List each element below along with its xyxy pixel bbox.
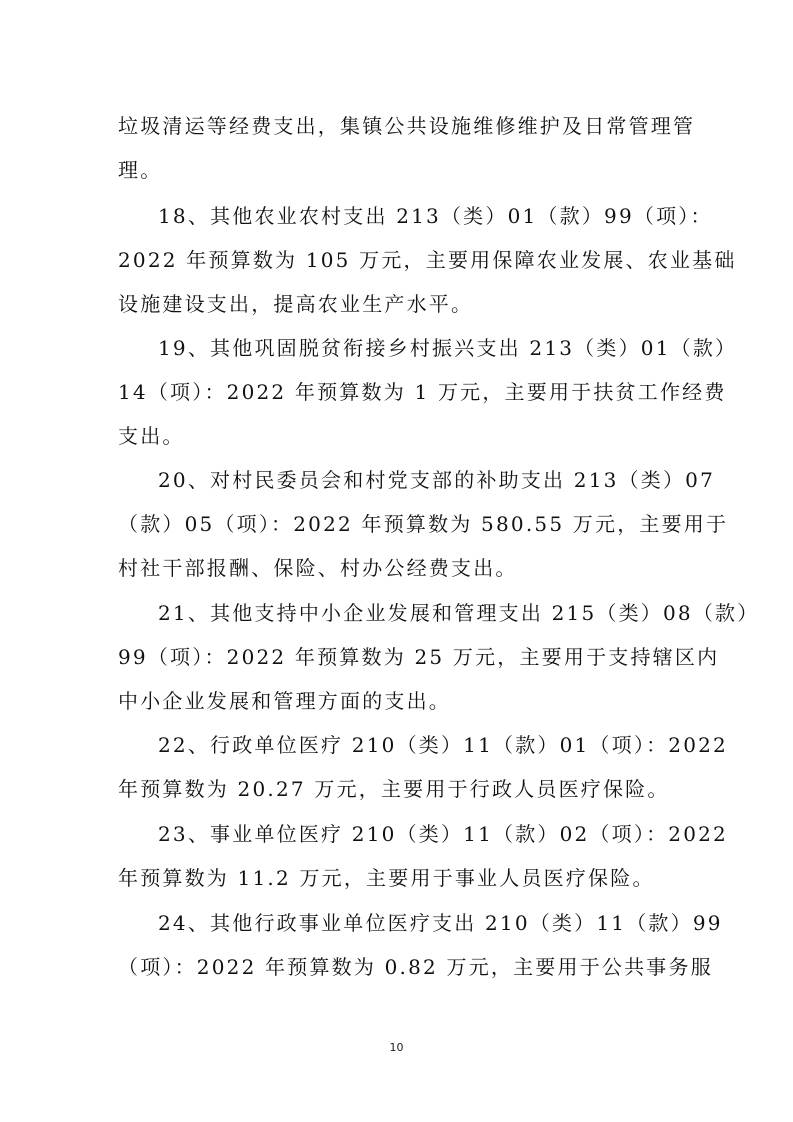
text-line: 2022 年预算数为 105 万元，主要用保障农业发展、农业基础 <box>118 248 737 272</box>
page-number: 10 <box>389 1041 404 1054</box>
text-line: 22、行政单位医疗 210（类）11（款）01（项）：2022 <box>158 733 728 757</box>
text-line: 14（项）：2022 年预算数为 1 万元，主要用于扶贫工作经费 <box>118 380 727 404</box>
paragraph-item-22 <box>118 723 728 811</box>
paragraph-continuation <box>118 104 696 192</box>
text-line: 中小企业发展和管理方面的支出。 <box>118 689 451 713</box>
text-line: （项）：2022 年预算数为 0.82 万元，主要用于公共事务服 <box>118 955 713 979</box>
paragraph-item-23 <box>118 812 728 900</box>
paragraph-item-24 <box>118 901 723 989</box>
text-line: 理。 <box>118 158 163 182</box>
text-line: 年预算数为 20.27 万元，主要用于行政人员医疗保险。 <box>118 777 670 801</box>
text-line: 24、其他行政事业单位医疗支出 210（类）11（款）99 <box>158 911 723 935</box>
text-line: 99（项）：2022 年预算数为 25 万元，主要用于支持辖区内 <box>118 645 720 669</box>
text-line: 设施建设支出，提高农业生产水平。 <box>118 292 474 316</box>
paragraph-item-20 <box>118 458 729 590</box>
text-line: 18、其他农业农村支出 213（类）01（款）99（项）： <box>158 204 713 228</box>
text-line: 年预算数为 11.2 万元，主要用于事业人员医疗保险。 <box>118 866 655 890</box>
text-line: 23、事业单位医疗 210（类）11（款）02（项）：2022 <box>158 822 728 846</box>
text-line: 21、其他支持中小企业发展和管理支出 215（类）08（款） <box>158 601 760 625</box>
text-line: 19、其他巩固脱贫衔接乡村振兴支出 213（类）01（款） <box>158 336 738 360</box>
text-line: 20、对村民委员会和村党支部的补助支出 213（类）07 <box>158 468 716 492</box>
text-line: 支出。 <box>118 424 185 448</box>
paragraph-item-19 <box>118 326 738 458</box>
text-line: 村社干部报酬、保险、村办公经费支出。 <box>118 556 518 580</box>
text-line: （款）05（项）：2022 年预算数为 580.55 万元，主要用于 <box>118 512 729 536</box>
text-line: 垃圾清运等经费支出，集镇公共设施维修维护及日常管理管 <box>118 114 696 138</box>
paragraph-item-21 <box>118 591 760 723</box>
paragraph-item-18 <box>118 194 737 326</box>
